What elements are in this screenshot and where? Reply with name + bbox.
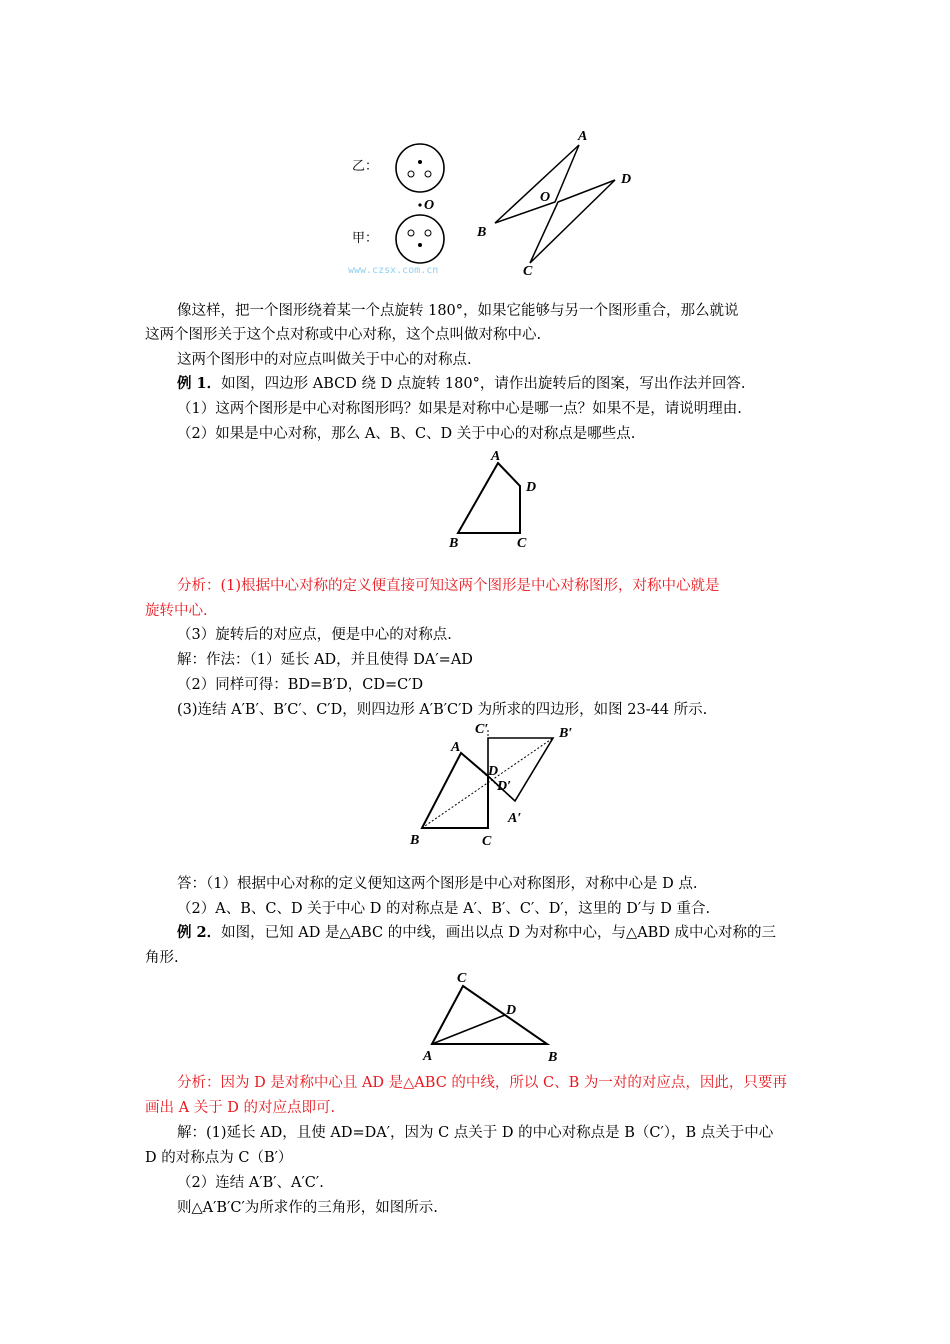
label-yi: 乙： bbox=[352, 158, 379, 173]
circle-yi-dot bbox=[418, 160, 422, 164]
label-jia: 甲： bbox=[352, 230, 379, 245]
analysis2-line1: 分析：因为 D 是对称中心且 AD 是△ABC 的中线，所以 C、B 为一对的对应点，因此，只要再 bbox=[177, 1075, 787, 1091]
analysis1-line1: 分析：(1)根据中心对称的定义便直接可知这两个图形是中心对称图形，对称中心就是 bbox=[177, 578, 720, 594]
solution2-line4: 则△A′B′C′为所求作的三角形，如图所示. bbox=[177, 1200, 438, 1216]
example1-question2: （2）如果是中心对称，那么 A、B、C、D 关于中心的对称点是哪些点. bbox=[177, 426, 636, 442]
watermark: www.czsx.com.cn bbox=[348, 265, 439, 276]
solution1-line3: (3)连结 A′B′、B′C′、C′D，则四边形 A′B′C′D 为所求的四边形，如图 23-44 所示. bbox=[177, 702, 708, 718]
analysis1-line2: 旋转中心. bbox=[145, 603, 208, 619]
answer1-line2: （2）A、B、C、D 关于中心 D 的对称点是 A′、B′、C′、D′，这里的 D′与 D 重合. bbox=[177, 901, 711, 917]
label-d: D bbox=[488, 764, 499, 779]
solution2-line1: 解：(1)延长 AD，且使 AD=DA′，因为 C 点关于 D 的中心对称点是 B（C′），B 点关于中心 bbox=[177, 1125, 774, 1141]
solution2-line3: （2）连结 A′B′、A′C′. bbox=[177, 1175, 324, 1191]
circle-jia-ring-right bbox=[425, 230, 431, 236]
example2-heading bbox=[177, 922, 857, 944]
label-a: A bbox=[451, 740, 461, 755]
circle-yi-ring-left bbox=[408, 171, 414, 177]
paragraph-corresponding-points: 这两个图形中的对应点叫做关于中心的对称点. bbox=[177, 352, 472, 368]
label-b-prime: B′ bbox=[559, 726, 573, 741]
quadrilateral-abcd bbox=[458, 463, 520, 533]
circle-jia-dot bbox=[418, 243, 422, 247]
solution1-line2: （2）同样可得：BD=B′D，CD=C′D bbox=[177, 677, 424, 693]
circle-jia-ring-left bbox=[408, 230, 414, 236]
label-d: D bbox=[526, 480, 537, 495]
median-ad bbox=[432, 1015, 505, 1044]
example1-question1: （1）这两个图形是中心对称图形吗？如果是对称中心是哪一点？如果不是，请说明理由. bbox=[177, 401, 742, 417]
shape-ab-o bbox=[495, 145, 579, 223]
paragraph-definition-line2: 这两个图形关于这个点对称或中心对称，这个点叫做对称中心. bbox=[145, 327, 542, 343]
label-o-small: O bbox=[424, 198, 435, 213]
example1-label: 例 1． bbox=[177, 375, 222, 392]
example2-text: 如图，已知 AD 是△ABC 的中线，画出以点 D 为对称中心，与△ABD 成中心对称的三 bbox=[221, 925, 777, 941]
circle-yi-ring-right bbox=[425, 171, 431, 177]
figure-triangle-abc-median bbox=[415, 965, 575, 1070]
example2-label: 例 2． bbox=[177, 924, 222, 941]
example1-heading bbox=[177, 373, 857, 395]
label-d: D bbox=[621, 172, 632, 187]
solution1-line1: 解：作法：（1）延长 AD，并且使得 DA′=AD bbox=[177, 652, 473, 668]
label-d: D bbox=[506, 1003, 517, 1018]
label-b: B bbox=[410, 833, 420, 848]
label-c: C bbox=[457, 971, 467, 986]
circle-jia bbox=[396, 215, 444, 263]
label-d-prime: D′ bbox=[497, 779, 512, 794]
label-a: A bbox=[578, 129, 588, 144]
quadrilateral-abcd bbox=[422, 753, 488, 828]
center-point-o bbox=[418, 203, 421, 206]
label-a-prime: A′ bbox=[508, 811, 522, 826]
label-b: B bbox=[477, 225, 487, 240]
label-a: A bbox=[491, 449, 501, 464]
step3-text: （3）旋转后的对应点，便是中心的对称点. bbox=[177, 627, 452, 643]
triangle-abc bbox=[432, 986, 547, 1044]
figure-quadrilateral-abcd bbox=[440, 445, 550, 555]
label-c: C bbox=[523, 264, 533, 279]
label-o: O bbox=[540, 190, 551, 205]
circle-yi bbox=[396, 144, 444, 192]
label-b: B bbox=[449, 536, 459, 551]
analysis2-line2: 画出 A 关于 D 的对应点即可. bbox=[145, 1100, 336, 1116]
solution2-line2: D 的对称点为 C（B′） bbox=[145, 1150, 293, 1166]
example1-text: 如图，四边形 ABCD 绕 D 点旋转 180°，请作出旋转后的图案，写出作法并回答. bbox=[221, 376, 746, 392]
figure-rotated-quadrilateral bbox=[400, 718, 590, 858]
label-c: C bbox=[482, 834, 492, 849]
label-a: A bbox=[423, 1049, 433, 1064]
paragraph-definition-line1: 像这样，把一个图形绕着某一个点旋转 180°，如果它能够与另一个图形重合，那么就说 bbox=[177, 303, 739, 319]
example2-line2: 角形. bbox=[145, 950, 179, 966]
label-c: C bbox=[517, 536, 527, 551]
label-c-prime: C′ bbox=[475, 722, 489, 737]
answer1-line1: 答：（1）根据中心对称的定义便知这两个图形是中心对称图形，对称中心是 D 点. bbox=[177, 876, 698, 892]
label-b: B bbox=[548, 1050, 558, 1065]
figure-central-symmetry-intro bbox=[340, 125, 650, 285]
